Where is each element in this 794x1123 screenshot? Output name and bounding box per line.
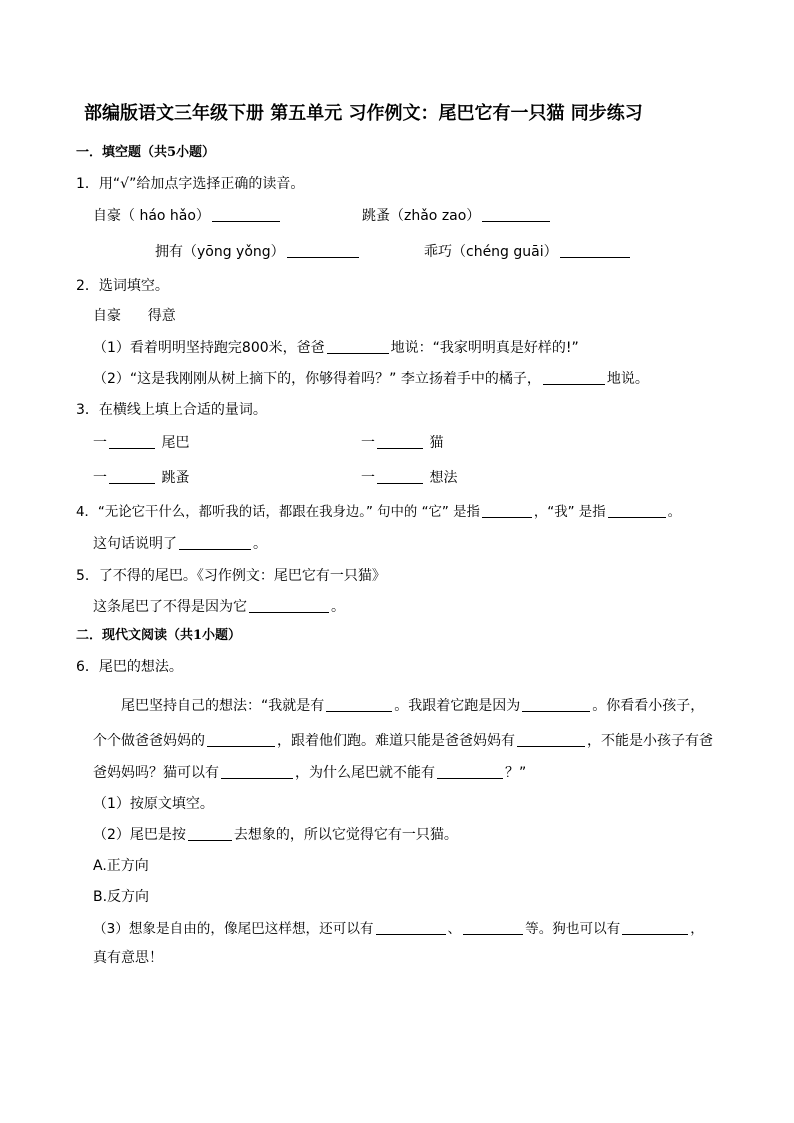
q6-sub-3-text: 、 (447, 921, 462, 937)
q4-text-a: 4．“无论它干什么，都听我的话，都跟在我身边。” 句中的 “它” 是指 (76, 505, 480, 520)
q1-item-1 (93, 206, 282, 226)
q1-stem: 1．用“√”给加点字选择正确的读音。 (76, 176, 305, 192)
q6-sub-2 (93, 825, 458, 845)
answer-blank[interactable] (522, 697, 590, 712)
answer-blank[interactable] (109, 469, 155, 484)
q1-item-1-text: 自豪（ háo hǎo） (93, 208, 210, 224)
q6-stem: 6．尾巴的想法。 (76, 659, 183, 675)
answer-blank[interactable] (221, 764, 293, 779)
q4-line-1 (76, 503, 681, 523)
q5-sub-pre: 这条尾巴了不得是因为它 (93, 599, 247, 615)
q2-sub-2-pre: （2）“这是我刚刚从树上摘下的，你够得着吗？” 李立扬着手中的橘子， (93, 371, 541, 387)
q5-sub-post: 。 (331, 599, 345, 615)
q2-sub-2-post: 地说。 (606, 371, 649, 387)
q6-passage-text: 个个做爸爸妈妈的 (93, 733, 205, 749)
answer-blank[interactable] (326, 697, 392, 712)
q3-stem: 3．在横线上填上合适的量词。 (76, 402, 267, 418)
answer-blank[interactable] (543, 370, 605, 385)
q1-item-4-text: 乖巧（chéng guāi） (424, 244, 558, 260)
answer-blank[interactable] (437, 764, 503, 779)
answer-blank[interactable] (482, 503, 532, 518)
answer-blank[interactable] (517, 732, 585, 747)
q6-passage-line-2 (93, 731, 713, 751)
q2-stem: 2．选词填空。 (76, 278, 169, 294)
q5-stem: 5．了不得的尾巴。《习作例文：尾巴它有一只猫》 (76, 568, 386, 584)
answer-blank[interactable] (188, 826, 232, 841)
q6-option-b[interactable]: B.反方向 (93, 889, 150, 905)
answer-blank[interactable] (377, 434, 423, 449)
q6-sub-1: （1）按原文填空。 (93, 796, 214, 812)
q6-passage-text: ，为什么尾巴就不能有 (295, 765, 435, 781)
q6-sub-3 (93, 919, 704, 939)
q6-passage-text: ，跟着他们跑。难道只能是爸爸妈妈有 (277, 733, 515, 749)
q3-prefix: 一 (93, 470, 107, 486)
q3-word: 猫 (429, 435, 444, 451)
q6-sub-3-text: 等。狗也可以有 (525, 921, 621, 937)
q3-item-1 (93, 433, 189, 453)
q1-item-2 (362, 206, 552, 226)
q2-sub-1-pre: （1）看着明明坚持跑完800米，爸爸 (93, 340, 325, 356)
answer-blank[interactable] (463, 920, 523, 935)
answer-blank[interactable] (376, 920, 446, 935)
q6-sub-2-post: 去想象的，所以它觉得它有一只猫。 (233, 827, 458, 843)
answer-blank[interactable] (608, 503, 666, 518)
answer-blank[interactable] (179, 535, 251, 550)
answer-blank[interactable] (249, 598, 329, 613)
section-heading-fill-in: 一．填空题（共5小题） (76, 145, 216, 160)
q3-word: 尾巴 (161, 435, 190, 451)
q3-word: 跳蚤 (161, 470, 190, 486)
answer-blank[interactable] (560, 243, 630, 258)
section-heading-reading: 二．现代文阅读（共1小题） (76, 628, 242, 643)
q5-sub (93, 597, 345, 617)
q1-item-3 (155, 242, 361, 262)
answer-blank[interactable] (482, 207, 550, 222)
q2-sub-1 (93, 338, 579, 358)
q4-text-d: 这句话说明了 (93, 536, 177, 552)
answer-blank[interactable] (207, 732, 275, 747)
q3-word: 想法 (429, 470, 458, 486)
q4-text-e: 。 (253, 536, 267, 552)
q6-passage-text: 。你看看小孩子， (592, 698, 705, 714)
q2-sub-1-post: 地说：“我家明明真是好样的!” (390, 340, 579, 356)
answer-blank[interactable] (622, 920, 688, 935)
q1-item-3-text: 拥有（yōng yǒng） (155, 244, 285, 260)
q6-passage-text: ？” (505, 765, 527, 781)
q2-sub-2 (93, 369, 649, 389)
answer-blank[interactable] (109, 434, 155, 449)
q3-item-4 (361, 468, 457, 488)
q6-passage-line-3 (93, 763, 526, 783)
q4-text-b: ，“我” 是指 (533, 505, 606, 520)
q3-prefix: 一 (361, 470, 375, 486)
q6-passage-text: 尾巴坚持自己的想法：“我就是有 (121, 698, 325, 714)
answer-blank[interactable] (377, 469, 423, 484)
answer-blank[interactable] (327, 339, 389, 354)
answer-blank[interactable] (287, 243, 359, 258)
page-title: 部编版语文三年级下册 第五单元 习作例文：尾巴它有一只猫 同步练习 (84, 103, 643, 124)
q6-sub-3-text: ， (690, 921, 704, 937)
q1-item-4 (424, 242, 632, 262)
q4-line-2 (93, 534, 267, 554)
q6-passage-text: ，不能是小孩子有爸 (587, 733, 713, 749)
q6-passage-line-1 (121, 696, 704, 716)
q2-word-options: 自豪 得意 (93, 308, 176, 324)
q6-sub-3-cont: 真有意思！ (93, 950, 163, 966)
q3-prefix: 一 (361, 435, 375, 451)
q6-passage-text: 。我跟着它跑是因为 (394, 698, 521, 714)
q6-option-a[interactable]: A.正方向 (93, 858, 149, 874)
q6-passage-text: 爸妈妈吗？猫可以有 (93, 765, 219, 781)
q6-sub-3-text: （3）想象是自由的，像尾巴这样想，还可以有 (93, 921, 374, 937)
q1-item-2-text: 跳蚤（zhǎo zao） (362, 208, 481, 224)
q3-item-3 (93, 468, 189, 488)
answer-blank[interactable] (212, 207, 280, 222)
q6-sub-2-pre: （2）尾巴是按 (93, 827, 186, 843)
q4-text-c: 。 (667, 505, 681, 520)
q3-item-2 (361, 433, 443, 453)
q3-prefix: 一 (93, 435, 107, 451)
